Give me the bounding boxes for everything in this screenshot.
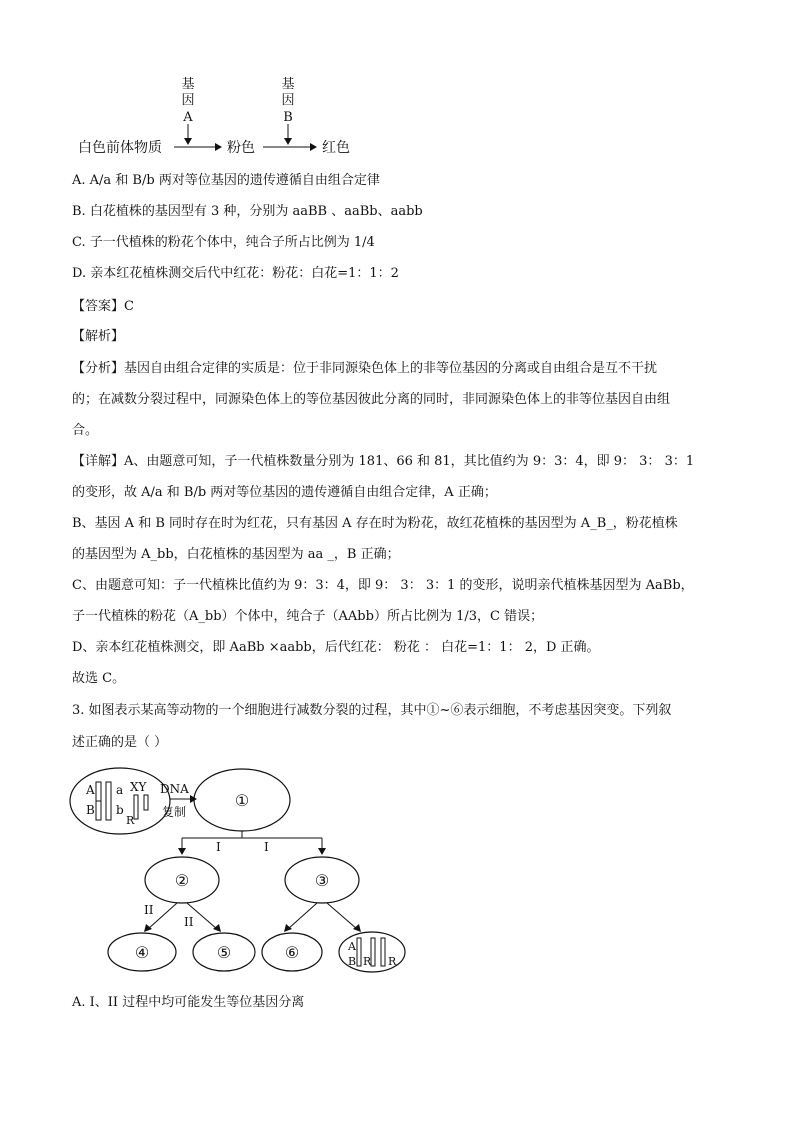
final-chromosome-2: [371, 938, 375, 966]
chromosome-y: [144, 795, 148, 810]
detail-line-5: C、由题意可知：子一代植株比值约为 9：3：4，即 9： 3： 3：1 的变形，说明亲代植株基因型为 AaBb，: [72, 578, 694, 593]
final-label-A: A: [348, 940, 356, 953]
meiosis-diagram: [66, 762, 426, 984]
q2-option-a: A. A/a 和 B/b 两对等位基因的遗传遵循自由组合定律: [72, 173, 380, 188]
initial-label-B: B: [86, 803, 95, 817]
final-chromosome-3: [381, 938, 385, 966]
arrowhead-pink-red: [310, 143, 317, 151]
arrowhead-precursor-pink: [215, 143, 222, 151]
final-label-R2: R: [388, 955, 397, 968]
stage-1-label-right: I: [264, 840, 269, 854]
q3-option-a: A. I、II 过程中均可能发生等位基因分离: [72, 995, 305, 1010]
analysis-line-1: 【分析】基因自由组合定律的实质是：位于非同源染色体上的非等位基因的分离或自由组合是互不干扰: [72, 361, 658, 376]
cell-2-label: ②: [174, 871, 190, 890]
dna-label: DNA: [160, 782, 189, 796]
gene-b-arrowhead: [284, 138, 292, 145]
gene-a-char-2: 因: [181, 93, 195, 108]
detail-line-1: 【详解】A、由题意可知，子一代植株数量分别为 181、66 和 81，其比值约为 9：3：4，即 9： 3： 3：1: [72, 454, 695, 469]
cell-6-label: ⑥: [284, 943, 300, 962]
gene-b-char-2: 因: [281, 93, 295, 108]
red-label: 红色: [322, 140, 350, 156]
chromosome-x: [134, 795, 138, 819]
gene-a-char-3: A: [183, 110, 193, 125]
initial-label-R: R: [126, 814, 135, 827]
gene-b-char-3: B: [283, 110, 293, 125]
final-chromosome-1: [357, 938, 361, 966]
initial-label-A: A: [86, 783, 95, 797]
answer-line: 【答案】C: [72, 299, 134, 314]
q2-option-b: B. 白花植株的基因型有 3 种，分别为 aaBB 、aaBb、aabb: [72, 204, 423, 219]
initial-label-a: a: [116, 783, 124, 797]
pink-label: 粉色: [227, 140, 255, 156]
gene-pathway-diagram: [60, 70, 380, 165]
analysis-line-2: 的；在减数分裂过程中，同源染色体上的等位基因彼此分离的同时，非同源染色体上的非等位基因自由组: [72, 392, 671, 407]
q3-line-1: 3. 如图表示某高等动物的一个细胞进行减数分裂的过程，其中①~⑥表示细胞，不考虑基因突变。下列叙: [72, 703, 672, 718]
detail-line-4: 的基因型为 A_bb，白花植株的基因型为 aa _，B 正确；: [72, 547, 400, 562]
gene-a-arrowhead: [184, 138, 192, 145]
stage-1-label-left: I: [216, 840, 221, 854]
analysis-line-3: 合。: [72, 423, 99, 438]
detail-line-6: 子一代植株的粉花（A_bb）个体中，纯合子（AAbb）所占比例为 1/3，C 错误；: [72, 609, 544, 624]
cell-1-label: ①: [234, 791, 250, 810]
analysis-title: 【解析】: [72, 329, 125, 344]
final-label-R1: R: [363, 955, 372, 968]
gene-a-char-1: 基: [181, 77, 195, 92]
final-label-B: B: [348, 955, 357, 968]
cell-3-label: ③: [314, 871, 330, 890]
detail-line-2: 的变形，故 A/a 和 B/b 两对等位基因的遗传遵循自由组合定律，A 正确；: [72, 485, 497, 500]
cell-5-label: ⑤: [216, 943, 232, 962]
chromosome-2: [106, 782, 111, 820]
detail-line-8: 故选 C。: [72, 671, 126, 686]
gene-b-char-1: 基: [281, 77, 295, 92]
q2-option-c: C. 子一代植株的粉花个体中，纯合子所占比例为 1/4: [72, 235, 375, 250]
initial-label-b: b: [116, 803, 124, 817]
precursor-label: 白色前体物质: [78, 140, 162, 156]
cell-4-label: ④: [134, 943, 150, 962]
initial-label-XY: XY: [130, 780, 147, 794]
q3-line-2: 述正确的是（ ）: [72, 735, 168, 750]
q2-option-d: D. 亲本红花植株测交后代中红花：粉花：白花=1：1：2: [72, 266, 399, 281]
detail-line-7: D、亲本红花植株测交，即 AaBb ×aabb，后代红花： 粉花 ： 白花=1：1： 2，D 正确。: [72, 640, 600, 655]
detail-line-3: B、基因 A 和 B 同时存在时为红花，只有基因 A 存在时为粉花，故红花植株的基因型为 A_B_，粉花植株: [72, 516, 678, 531]
initial-cell: [70, 768, 170, 834]
stage-2-label-left: II: [144, 903, 154, 917]
stage-2-label-right: II: [184, 915, 194, 929]
copy-label: 复制: [162, 805, 187, 819]
